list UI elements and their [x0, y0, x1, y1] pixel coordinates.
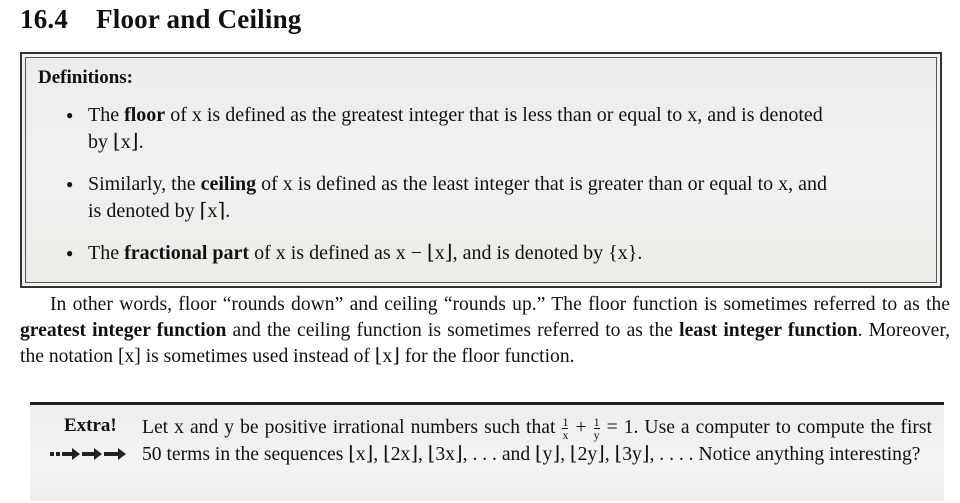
definition-fractional-term: fractional part	[124, 242, 250, 264]
definition-fractional-pre: The	[88, 242, 125, 264]
plus-sign: +	[569, 417, 593, 438]
definitions-box	[20, 52, 942, 288]
extra-text-after: = 1. Use a computer to compute the first 50 terms in the sequences ⌊x⌋, ⌊2x⌋, ⌊3x⌋, . . . and ⌊y⌋, ⌊2y⌋, ⌊3y⌋, . . . . Notice anything interesting?	[142, 417, 932, 465]
fraction-denominator: x	[562, 428, 569, 442]
fraction-numerator: 1	[593, 415, 600, 429]
extra-label: Extra!	[64, 415, 117, 436]
definition-ceiling-pre: Similarly, the	[88, 173, 201, 195]
definition-floor-pre: The	[88, 104, 125, 126]
definition-floor	[88, 102, 938, 156]
extra-box	[30, 402, 944, 501]
definitions-box-inner	[25, 57, 937, 283]
definition-fractional-part	[88, 240, 938, 267]
paragraph-part1: In other words, floor “rounds down” and ceiling “rounds up.” The floor function is sometimes referred to as the	[50, 294, 950, 315]
fraction-1-over-y	[594, 416, 600, 441]
definition-ceiling-term: ceiling	[200, 173, 257, 195]
definition-ceiling	[88, 171, 938, 225]
fraction-1-over-x	[562, 416, 568, 441]
definition-floor-text: of x is defined as the greatest integer that is less than or equal to x, and is denoted	[165, 104, 823, 126]
definitions-heading: Definitions:	[38, 67, 133, 88]
extra-problem-text	[142, 414, 932, 468]
section-title: Floor and Ceiling	[96, 4, 302, 34]
paragraph-term-greatest-integer: greatest integer function	[20, 320, 227, 341]
fraction-numerator: 1	[562, 415, 569, 429]
extra-text-before: Let x and y be positive irrational numbers such that	[142, 417, 562, 438]
section-heading	[20, 4, 302, 35]
paragraph-term-least-integer: least integer function	[679, 320, 858, 341]
definition-fractional-text: of x is defined as x − ⌊x⌋, and is denoted by {x}.	[249, 242, 643, 264]
fraction-denominator: y	[593, 428, 600, 442]
definition-floor-term: floor	[124, 104, 166, 126]
definition-ceiling-text: of x is defined as the least integer that is greater than or equal to x, and	[256, 173, 828, 195]
explanation-paragraph	[20, 292, 950, 370]
definition-floor-text-line2: by ⌊x⌋.	[88, 131, 144, 153]
paragraph-part2: and the ceiling function is sometimes referred to as the	[226, 320, 680, 341]
arrows-icon	[50, 448, 130, 460]
definition-ceiling-text-line2: is denoted by ⌈x⌉.	[88, 200, 231, 222]
paragraph-part3: . Moreover, the notation [x] is sometimes used instead of ⌊x⌋ for the floor function.	[20, 320, 951, 367]
section-number: 16.4	[20, 4, 69, 34]
